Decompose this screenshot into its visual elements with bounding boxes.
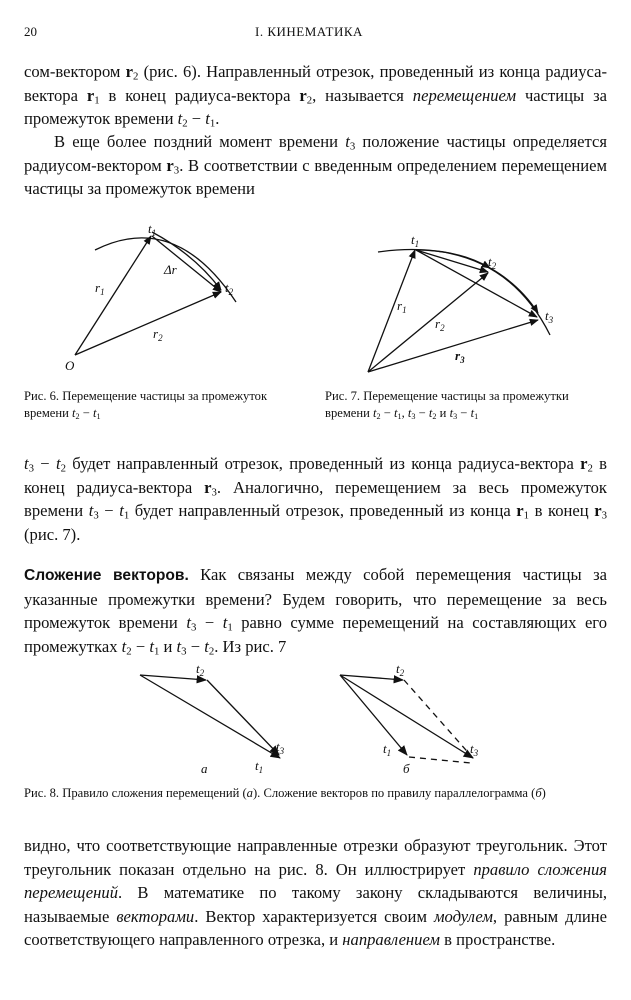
- fig7-label-r3: $r_3$: [455, 348, 465, 365]
- fig6-label-r2: $r_2$: [153, 326, 163, 343]
- term-addition-rule: правило сложения перемещений: [24, 859, 607, 903]
- fig8b-label-t2: $t_2$: [396, 661, 405, 678]
- fig6-label-r1: $r_1$: [95, 280, 105, 297]
- fig7-arc-1: [416, 250, 490, 268]
- fig6-label-t2: $t_2$: [225, 280, 234, 297]
- fig6-label-t1: $t_1$: [148, 221, 157, 238]
- fig7-r3-vector: [368, 320, 538, 372]
- page-number: 20: [24, 24, 37, 39]
- figure-8: [0, 655, 631, 780]
- fig7-arc-2: [490, 268, 538, 313]
- fig7-label-r2: $r_2$: [435, 316, 445, 333]
- paragraph-2: В еще более поздний момент времени $t_3$ положение частицы определяется радиусом-вектором $r_3$. В соответствии с введенным определением перемещением частицы за промежуток времени: [24, 132, 608, 199]
- fig8b-dashed-side-1: [404, 680, 473, 758]
- fig7-label-t2: $t_2$: [488, 254, 497, 271]
- fig8b-vector-12: [340, 675, 403, 680]
- fig7-label-r1: $r_1$: [397, 298, 407, 315]
- section-heading: Сложение векторов.: [24, 567, 189, 584]
- fig8b-dashed-side-2: [409, 757, 471, 763]
- fig7-r2-vector: [368, 273, 488, 372]
- fig6-dr-vector: [152, 236, 221, 292]
- term-modulus: модулем: [433, 906, 493, 926]
- fig7-d13-vector: [416, 250, 537, 317]
- fig7-label-t1: $t_1$: [411, 232, 420, 249]
- figure-8a-drawing: [140, 675, 280, 758]
- chapter-title: I. КИНЕМАТИКА: [255, 24, 363, 39]
- fig6-r2-vector: [75, 292, 221, 355]
- fig8b-label: б: [403, 761, 410, 776]
- fig8a-label-t3: $t_3$: [276, 739, 285, 756]
- fig7-r1-vector: [368, 250, 415, 372]
- fig8a-label: а: [201, 761, 208, 776]
- fig7-caption: Рис. 7. Перемещение частицы за промежутки времени $t_2 - t_1$, $t_3 - t_2$ и $t_3 - t_1$: [325, 389, 569, 421]
- fig6-caption: Рис. 6. Перемещение частицы за промежуток времени $t_2 - t_1$: [24, 389, 268, 421]
- fig8a-label-t1: $t_1$: [255, 758, 264, 775]
- fig8a-label-t2: $t_2$: [196, 661, 205, 678]
- paragraph-3: $t_3 - t_2$ будет направленный отрезок, проведенный из конца радиуса-вектора $r_2$ в конец радиуса-вектора $r_3$. Аналогично, перемещением за весь промежуток времени $t_3 - t_1$ будет направленный отрезок, проведенный из конца $r_1$ в конец $r_3$ (рис. 7).: [24, 454, 607, 544]
- term-displacement: перемещением: [412, 85, 517, 105]
- fig6-label-o: O: [65, 358, 75, 373]
- paragraph-1: сом-вектором $r_2$ (рис. 6). Направленный отрезок, проведенный из конца радиуса-вектора $r_1$ в конец радиуса-вектора $r_2$, называется перемещением частицы за промежуток времени $t_2 - t_1$.: [24, 62, 607, 130]
- fig8b-vector-1: [340, 675, 407, 755]
- fig6-r1-vector: [75, 236, 151, 355]
- fig8b-label-t3: $t_3$: [470, 741, 479, 758]
- fig8b-label-t1: $t_1$: [383, 741, 392, 758]
- term-vectors: векторами: [116, 906, 195, 926]
- paragraph-4: Сложение векторов. Как связаны между собой перемещения частицы за указанные промежутки времени? Будем говорить, что перемещение за весь промежуток времени $t_3 - t_1$ равно сумме перемещений на составляющих его промежутках $t_2 - t_1$ и $t_3 - t_2$. Из рис. 7: [24, 565, 607, 658]
- fig8b-vector-13: [340, 675, 473, 758]
- fig8-caption: Рис. 8. Правило сложения перемещений (а). Сложение векторов по правилу параллелограмма (б): [24, 786, 546, 800]
- fig7-label-t3: $t_3$: [545, 308, 554, 325]
- fig8a-vector-23: [207, 680, 279, 755]
- figure-8b-drawing: [340, 675, 473, 763]
- figures-6-7: [0, 210, 631, 390]
- fig8a-vector-13: [140, 675, 280, 758]
- fig6-label-dr: Δr: [164, 262, 177, 277]
- term-direction: направлением: [342, 930, 441, 950]
- paragraph-5: видно, что соответствующие направленные отрезки образуют треугольник. Этот треугольник показан отдельно на рис. 8. Он иллюстрирует правило сложения перемещений. В математике по такому закону складываются величины, называемые векторами. Вектор характеризуется своим модулем, равным длине соответствующего направленного отрезка, и направлением в пространстве.: [24, 836, 607, 950]
